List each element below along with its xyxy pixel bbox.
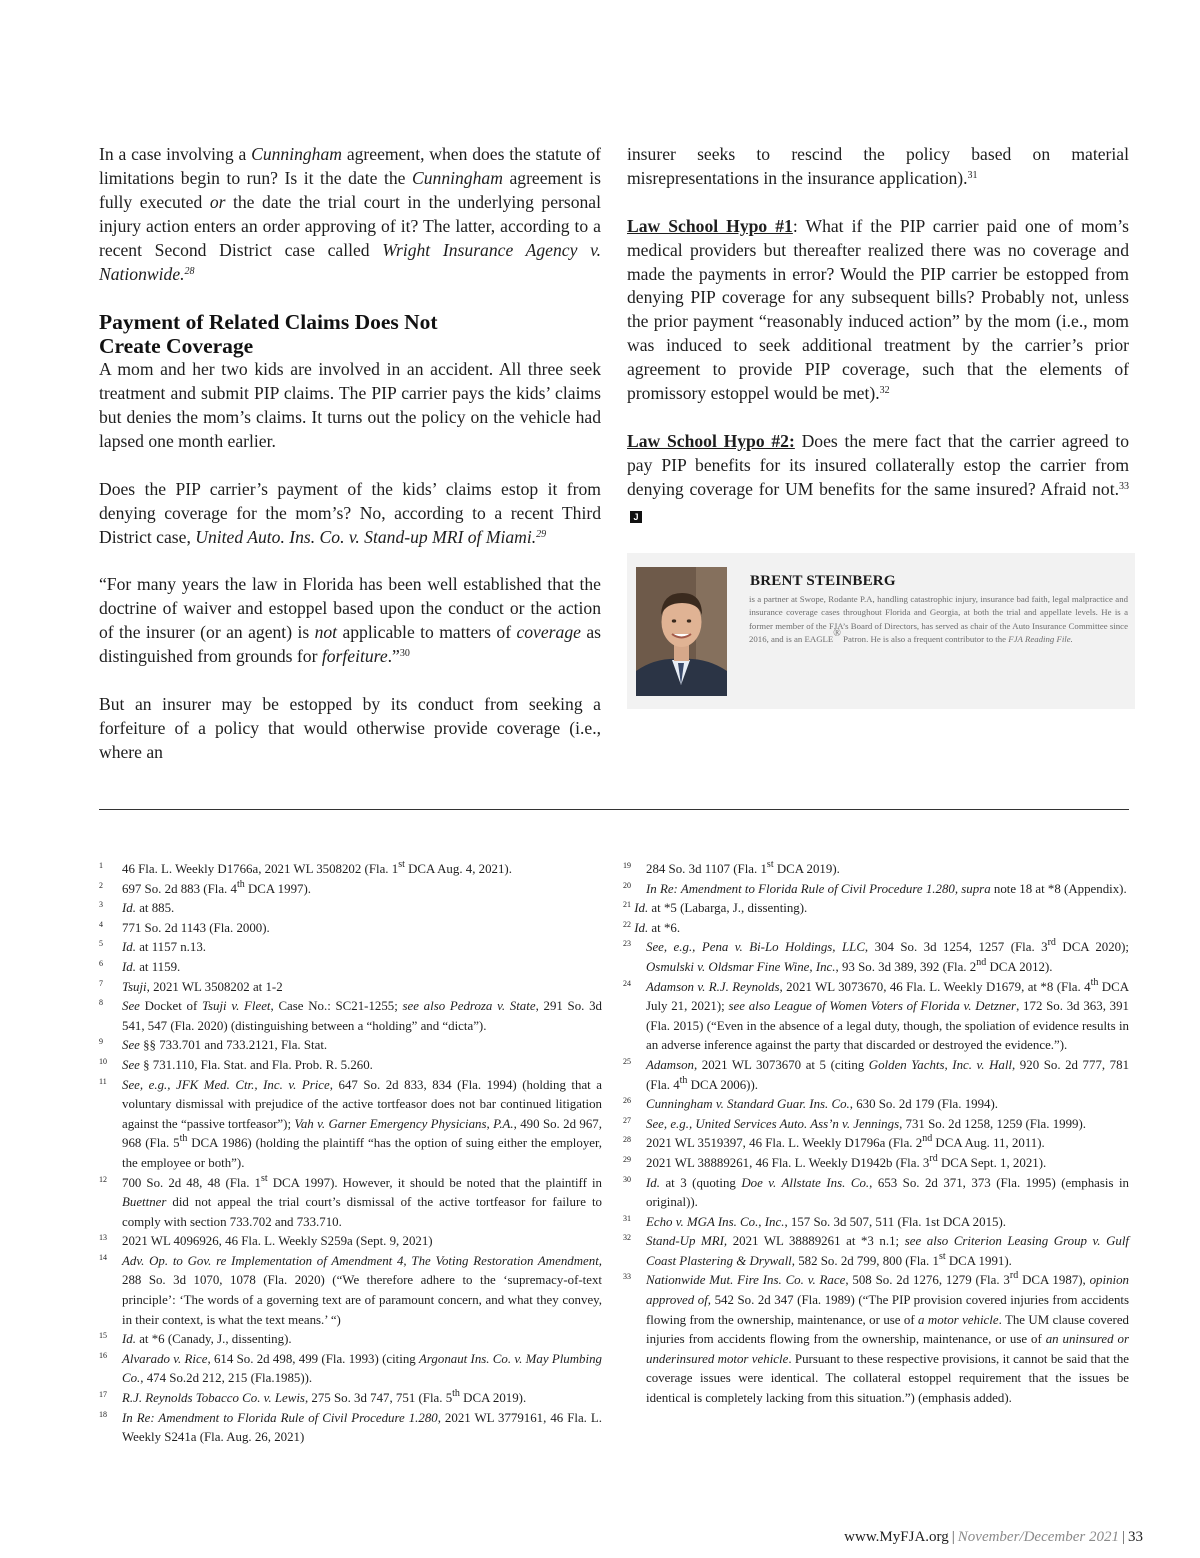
footnote-text: 700 So. 2d 48, 48 (Fla. 1st DCA 1997). However, it should be noted that the plaintiff in Buettner did not appeal the trial court’s dismissal of the active tortfeasor for failure to comply with section 733.702 and 733.710. — [122, 1172, 602, 1229]
footnote-10 — [99, 1056, 602, 1076]
footnote-5 — [99, 938, 602, 958]
footnote-text: See, e.g., Pena v. Bi-Lo Holdings, LLC, 304 So. 3d 1254, 1257 (Fla. 3rd DCA 2020); Osmulski v. Oldsmar Fine Wine, Inc., 93 So. 3d 389, 392 (Fla. 2nd DCA 2012). — [646, 937, 1129, 974]
footnote-33 — [623, 1271, 1129, 1408]
footnote-1 — [99, 860, 602, 880]
footnote-text: Id. at *6. — [634, 920, 681, 935]
footnote-text: Alvarado v. Rice, 614 So. 2d 498, 499 (Fla. 1993) (citing Argonaut Ins. Co. v. May Plumbing Co., 474 So.2d 212, 215 (Fla.1985)). — [122, 1351, 602, 1386]
footnote-text: 284 So. 3d 1107 (Fla. 1st DCA 2019). — [646, 859, 840, 876]
footnote-text: Id. at 3 (quoting Doe v. Allstate Ins. Co., 653 So. 2d 371, 373 (Fla. 1995) (emphasis in original)). — [646, 1175, 1129, 1210]
hypo-2-label: Law School Hypo #2: — [627, 430, 795, 451]
footnote-text: Adv. Op. to Gov. re Implementation of Amendment 4, The Voting Restoration Amendment, 288 So. 3d 1070, 1078 (Fla. 2020) (“We therefore adhere to the ‘supremacy-of-text principle’: ‘The words of a governing text are of paramount concern, and what they convey, in their context, is what the text means.’ “) — [122, 1253, 602, 1327]
footnote-divider — [99, 809, 1129, 810]
footnote-text: Id. at *5 (Labarga, J., dissenting). — [634, 901, 808, 916]
footnote-text: 2021 WL 38889261, 46 Fla. L. Weekly D1942b (Fla. 3rd DCA Sept. 1, 2021). — [646, 1152, 1047, 1170]
footer-separator-2: | — [1121, 1529, 1125, 1545]
footnote-30 — [623, 1174, 1129, 1213]
footnotes-left-column — [99, 860, 602, 1448]
footnote-28 — [623, 1134, 1129, 1154]
footnote-text: Id. at 885. — [122, 901, 175, 916]
footnote-number: 22 — [623, 919, 631, 929]
author-bio: is a partner at Swope, Rodante P.A, handling catastrophic injury, insurance bad faith, legal malpractice and insurance coverage cases throughout Florida and Georgia, at both the trial and appellate levels. He is a former member of the FJA’s Board of Directors, has served as chair of the Auto Insurance Committee since 2016, and is an EAGLE® Patron. He is also a frequent contributor to the FJA Reading File. — [749, 594, 1128, 645]
footnote-2 — [99, 880, 602, 900]
footnote-text: See Docket of Tsuji v. Fleet, Case No.: SC21-1255; see also Pedroza v. State, 291 So. 3d 541, 547 (Fla. 2020) (distinguishing between a “holding” and “dicta”). — [122, 999, 602, 1033]
footnote-18 — [99, 1409, 602, 1448]
footnote-number: 9 — [99, 1037, 103, 1047]
footnote-text: See, e.g., JFK Med. Ctr., Inc. v. Price, 647 So. 2d 833, 834 (Fla. 1994) (holding that a voluntary dismissal with prejudice of the active tortfeasor does not bar continued litigation against the “passive tortfeasor”); Vah v. Garner Emergency Physicians, P.A., 490 So. 2d 967, 968 (Fla. 5th DCA 1986) (holding the plaintiff “has the option of suing either the employer, the employee or both”). — [122, 1077, 603, 1170]
footnote-23 — [623, 938, 1129, 977]
page-number: 33 — [1128, 1529, 1143, 1545]
hypo-1-text: : What if the PIP carrier paid one of mom’s medical providers but thereafter realized there was no coverage and made the payments in error? Would the PIP carrier be estopped from denying PIP coverage for any subsequent bills? Probably not, unless the prior payment “reasonably induced action” by the mom (i.e., mom was induced to seek additional treatment by the carrier’s prior agreement to provide PIP coverage, such that the elements of promissory estoppel would be met).$^{32}$ — [627, 215, 1129, 404]
footnote-4 — [99, 919, 602, 939]
footnote-8 — [99, 997, 602, 1036]
footnote-number: 30 — [623, 1174, 631, 1184]
footnote-text: Adamson v. R.J. Reynolds, 2021 WL 3073670, 46 Fla. L. Weekly D1679, at *8 (Fla. 4th DCA July 21, 2021); see also League of Women Voters of Florida v. Detzner, 172 So. 3d 363, 391 (Fla. 2015) (“Even in the absence of a legal duty, though, the spoliation of evidence results in an adverse inference against the party that discarded or destroyed the evidence.”). — [646, 976, 1130, 1053]
footnote-number: 7 — [99, 978, 103, 988]
footnote-number: 4 — [99, 919, 103, 929]
footnote-21 — [623, 899, 1129, 919]
footnote-14 — [99, 1252, 602, 1330]
footnote-number: 29 — [623, 1154, 631, 1164]
footnote-number: 19 — [623, 861, 631, 870]
footnote-number: 5 — [99, 939, 103, 949]
hypo-2-paragraph — [627, 430, 1129, 526]
footnote-text: 46 Fla. L. Weekly D1766a, 2021 WL 3508202 (Fla. 1st DCA Aug. 4, 2021). — [122, 859, 512, 876]
footnote-22 — [623, 919, 1129, 939]
author-photo — [636, 567, 727, 696]
footnote-text: Nationwide Mut. Fire Ins. Co. v. Race, 508 So. 2d 1276, 1279 (Fla. 3rd DCA 1987), opinion approved of, 542 So. 2d 347 (Fla. 1989) (“The PIP provision covered injuries from accidents flowing from the ownership, maintenance, or use of a motor vehicle. The UM clause covered injuries from accidents flowing from the ownership, maintenance, or use of an uninsured or underinsured motor vehicle. Pursuant to these respective provisions, it cannot be said that the coverage issues were identical. The collateral estoppel requirement that the issues be identical is completely lacking from this situation.”) (emphasis added). — [646, 1270, 1130, 1406]
left-article-column — [99, 143, 601, 789]
question-paragraph: Does the PIP carrier’s payment of the kids’ claims estop it from denying coverage for the mom’s? No, according to a recent Third District case, United Auto. Ins. Co. v. Stand-up MRI of Miami.$^{29}$ — [99, 478, 601, 547]
footnote-number: 18 — [99, 1409, 107, 1419]
end-of-article-mark: J — [630, 511, 642, 523]
footnote-text: Stand-Up MRI, 2021 WL 38889261 at *3 n.1; see also Criterion Leasing Group v. Gulf Coast Plastering & Drywall, 582 So. 2d 799, 800 (Fla. 1st DCA 1991). — [646, 1234, 1130, 1268]
footnote-number: 10 — [99, 1056, 107, 1066]
footnote-12 — [99, 1174, 602, 1233]
footnote-text: In Re: Amendment to Florida Rule of Civil Procedure 1.280, 2021 WL 3779161, 46 Fla. L. Weekly S241a (Fla. Aug. 26, 2021) — [122, 1410, 602, 1445]
author-name: BRENT STEINBERG — [750, 573, 896, 589]
footnote-number: 6 — [99, 958, 103, 968]
footnote-number: 24 — [623, 978, 631, 988]
forfeiture-paragraph: But an insurer may be estopped by its conduct from seeking a forfeiture of a policy that would otherwise provide coverage (i.e., where an — [99, 693, 601, 762]
footnote-24 — [623, 978, 1129, 1056]
hypo-1-paragraph — [627, 215, 1129, 406]
footnote-16 — [99, 1350, 602, 1389]
footnote-27 — [623, 1115, 1129, 1135]
footnote-text: 2021 WL 3519397, 46 Fla. L. Weekly D1796a (Fla. 2nd DCA Aug. 11, 2011). — [646, 1133, 1045, 1151]
footnote-number: 31 — [623, 1213, 631, 1223]
footnote-7 — [99, 978, 602, 998]
author-bio-box — [627, 553, 1135, 709]
footnote-text: Adamson, 2021 WL 3073670 at 5 (citing Golden Yachts, Inc. v. Hall, 920 So. 2d 777, 781 (Fla. 4th DCA 2006)). — [646, 1057, 1130, 1092]
author-portrait-illustration — [636, 567, 727, 696]
footnote-text: Id. at 1157 n.13. — [122, 940, 207, 955]
hypo-1-label: Law School Hypo #1 — [627, 215, 793, 236]
footnote-32 — [623, 1232, 1129, 1271]
footnote-text: Echo v. MGA Ins. Co., Inc., 157 So. 3d 507, 511 (Fla. 1st DCA 2015). — [646, 1214, 1006, 1229]
footnote-text: See §§ 733.701 and 733.2121, Fla. Stat. — [122, 1038, 328, 1053]
footnote-text: Id. at 1159. — [122, 959, 181, 974]
footnote-number: 3 — [99, 900, 103, 910]
footnote-number: 2 — [99, 880, 103, 890]
right-article-column — [627, 143, 1129, 549]
footer-issue-date: November/December 2021 — [957, 1529, 1119, 1545]
footnote-13 — [99, 1232, 602, 1252]
footnote-text: 771 So. 2d 1143 (Fla. 2000). — [122, 920, 270, 935]
footnote-15 — [99, 1330, 602, 1350]
footnote-number: 21 — [623, 900, 631, 910]
footnote-number: 14 — [99, 1252, 107, 1262]
footnote-20 — [623, 880, 1129, 900]
section-heading: Payment of Related Claims Does Not Create Coverage — [99, 310, 438, 359]
footer-website-link[interactable]: www.MyFJA.org — [844, 1529, 949, 1545]
footnote-text: R.J. Reynolds Tobacco Co. v. Lewis, 275 So. 3d 747, 751 (Fla. 5th DCA 2019). — [122, 1388, 527, 1406]
hypo-2-text: Does the mere fact that the carrier agreed to pay PIP benefits for its insured collaterally estop the carrier from denying coverage for UM benefits for the same insured? Afraid not.$^{33}$ — [627, 430, 1129, 499]
footnote-text: 697 So. 2d 883 (Fla. 4th DCA 1997). — [122, 878, 311, 896]
scenario-paragraph: A mom and her two kids are involved in an accident. All three seek treatment and submit PIP claims. The PIP carrier pays the kids’ claims but denies the mom’s claims. It turns out the policy on the vehicle had lapsed one month earlier. — [99, 359, 601, 452]
footnote-text: Cunningham v. Standard Guar. Ins. Co., 630 So. 2d 179 (Fla. 1994). — [646, 1097, 998, 1112]
footnote-26 — [623, 1095, 1129, 1115]
footnote-6 — [99, 958, 602, 978]
footnote-number: 15 — [99, 1331, 107, 1341]
footnote-number: 11 — [99, 1076, 107, 1086]
footnote-number: 25 — [623, 1056, 631, 1066]
footnotes-right-column — [623, 860, 1129, 1409]
footnote-31 — [623, 1213, 1129, 1233]
footnote-number: 26 — [623, 1096, 631, 1106]
page-footer — [844, 1529, 1143, 1546]
footnote-25 — [623, 1056, 1129, 1095]
footnote-29 — [623, 1154, 1129, 1174]
footnote-number: 20 — [623, 880, 631, 890]
footnote-text: Id. at *6 (Canady, J., dissenting). — [122, 1332, 292, 1347]
footnote-text: See, e.g., United Services Auto. Ass’n v. Jennings, 731 So. 2d 1258, 1259 (Fla. 1999). — [646, 1116, 1087, 1131]
footnote-11 — [99, 1076, 602, 1174]
footnote-number: 12 — [99, 1174, 107, 1184]
footer-separator: | — [951, 1529, 955, 1545]
footnote-number: 33 — [623, 1272, 631, 1282]
footnote-3 — [99, 899, 602, 919]
intro-paragraph: In a case involving a Cunningham agreement, when does the statute of limitations begin to run? Is it the date the Cunningham agreement is fully executed or the date the trial court in the underlying personal injury action enters an order approving of it? The latter, according to a recent Second District case called Wright Insurance Agency v. Nationwide.$^{28}$ — [99, 144, 602, 284]
continuation-paragraph: insurer seeks to rescind the policy based on material misrepresentations in the insurance application).$^{31}$ — [627, 144, 1129, 188]
footnote-number: 28 — [623, 1135, 631, 1145]
footnote-text: 2021 WL 4096926, 46 Fla. L. Weekly S259a (Sept. 9, 2021) — [122, 1234, 433, 1249]
footnote-9 — [99, 1036, 602, 1056]
footnote-text: Tsuji, 2021 WL 3508202 at 1-2 — [122, 979, 283, 994]
footnote-19 — [623, 860, 1129, 880]
footnote-number: 27 — [623, 1115, 631, 1125]
footnote-number: 32 — [623, 1233, 631, 1243]
footnote-number: 13 — [99, 1233, 107, 1243]
footnote-number: 8 — [99, 998, 103, 1008]
footnote-number: 23 — [623, 939, 631, 949]
footnote-number: 16 — [99, 1350, 107, 1360]
footnote-number: 1 — [99, 861, 103, 870]
footnote-17 — [99, 1389, 602, 1409]
footnote-text: In Re: Amendment to Florida Rule of Civil Procedure 1.280, supra note 18 at *8 (Appendix). — [646, 881, 1127, 896]
footnote-text: See § 731.110, Fla. Stat. and Fla. Prob. R. 5.260. — [122, 1057, 373, 1072]
footnote-number: 17 — [99, 1390, 107, 1400]
quote-paragraph: “For many years the law in Florida has been well established that the doctrine of waiver and estoppel based upon the conduct or the action of the insurer (or an agent) is not applicable to matters of coverage as distinguished from grounds for forfeiture.”$^{30}$ — [99, 574, 601, 667]
